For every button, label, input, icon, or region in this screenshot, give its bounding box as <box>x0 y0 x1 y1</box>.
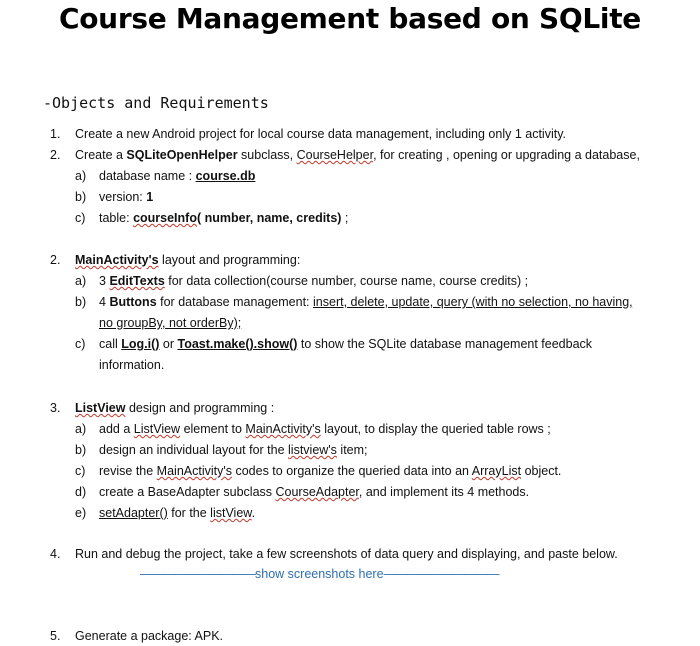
item-number: 5. <box>50 629 61 643</box>
screenshot-placeholder: ——————————show screenshots here—————————— <box>140 567 499 581</box>
item-number: 4. <box>50 547 61 561</box>
subitem-text: design an individual layout for the listview's item; <box>99 443 368 457</box>
subitem-text: add a ListView element to MainActivity's layout, to display the queried table rows ; <box>99 422 551 436</box>
subitem-text: setAdapter() for the listView. <box>99 506 256 520</box>
subitem-label: b) <box>75 190 87 204</box>
subitem-text: call Log.i() or Toast.make().show() to show the SQLite database management feedback <box>99 337 593 351</box>
subitem-label: a) <box>75 274 87 288</box>
subitem-label: e) <box>75 506 87 520</box>
subitem-text: revise the MainActivity's codes to organize the queried data into an ArrayList object. <box>99 464 562 478</box>
item-text: Run and debug the project, take a few screenshots of data query and displaying, and paste below. <box>75 547 618 561</box>
subitem-label: b) <box>75 443 87 457</box>
subitem-text: database name : course.db <box>99 169 256 183</box>
subitem-text: create a BaseAdapter subclass CourseAdapter, and implement its 4 methods. <box>99 485 530 499</box>
subitem-text: 3 EditTexts for data collection(course number, course name, course credits) ; <box>99 274 529 288</box>
item-text: MainActivity's layout and programming: <box>75 253 301 267</box>
item-number: 3. <box>50 401 61 415</box>
subitem-text: 4 Buttons for database management: insert, delete, update, query (with no selection, no having, <box>99 295 633 309</box>
item-number: 2. <box>50 253 61 267</box>
subitem-label: b) <box>75 295 87 309</box>
subitem-text-continued: no groupBy, not orderBy); <box>99 316 242 330</box>
page-title: Course Management based on SQLite <box>59 2 641 35</box>
subitem-label: d) <box>75 485 87 499</box>
subitem-label: a) <box>75 169 87 183</box>
section-heading: -Objects and Requirements <box>43 94 269 112</box>
item-text: Create a new Android project for local course data management, including only 1 activity. <box>75 127 567 141</box>
subitem-label: c) <box>75 211 86 225</box>
subitem-text: version: 1 <box>99 190 154 204</box>
item-text: Create a SQLiteOpenHelper subclass, CourseHelper, for creating , opening or upgrading a database, <box>75 148 640 162</box>
subitem-label: c) <box>75 337 86 351</box>
item-number: 1. <box>50 127 61 141</box>
subitem-label: c) <box>75 464 86 478</box>
item-text: ListView design and programming : <box>75 401 275 415</box>
subitem-label: a) <box>75 422 87 436</box>
item-number: 2. <box>50 148 61 162</box>
subitem-text: table: courseInfo( number, name, credits) ; <box>99 211 349 225</box>
item-text: Generate a package: APK. <box>75 629 224 643</box>
subitem-text-continued: information. <box>99 358 165 372</box>
